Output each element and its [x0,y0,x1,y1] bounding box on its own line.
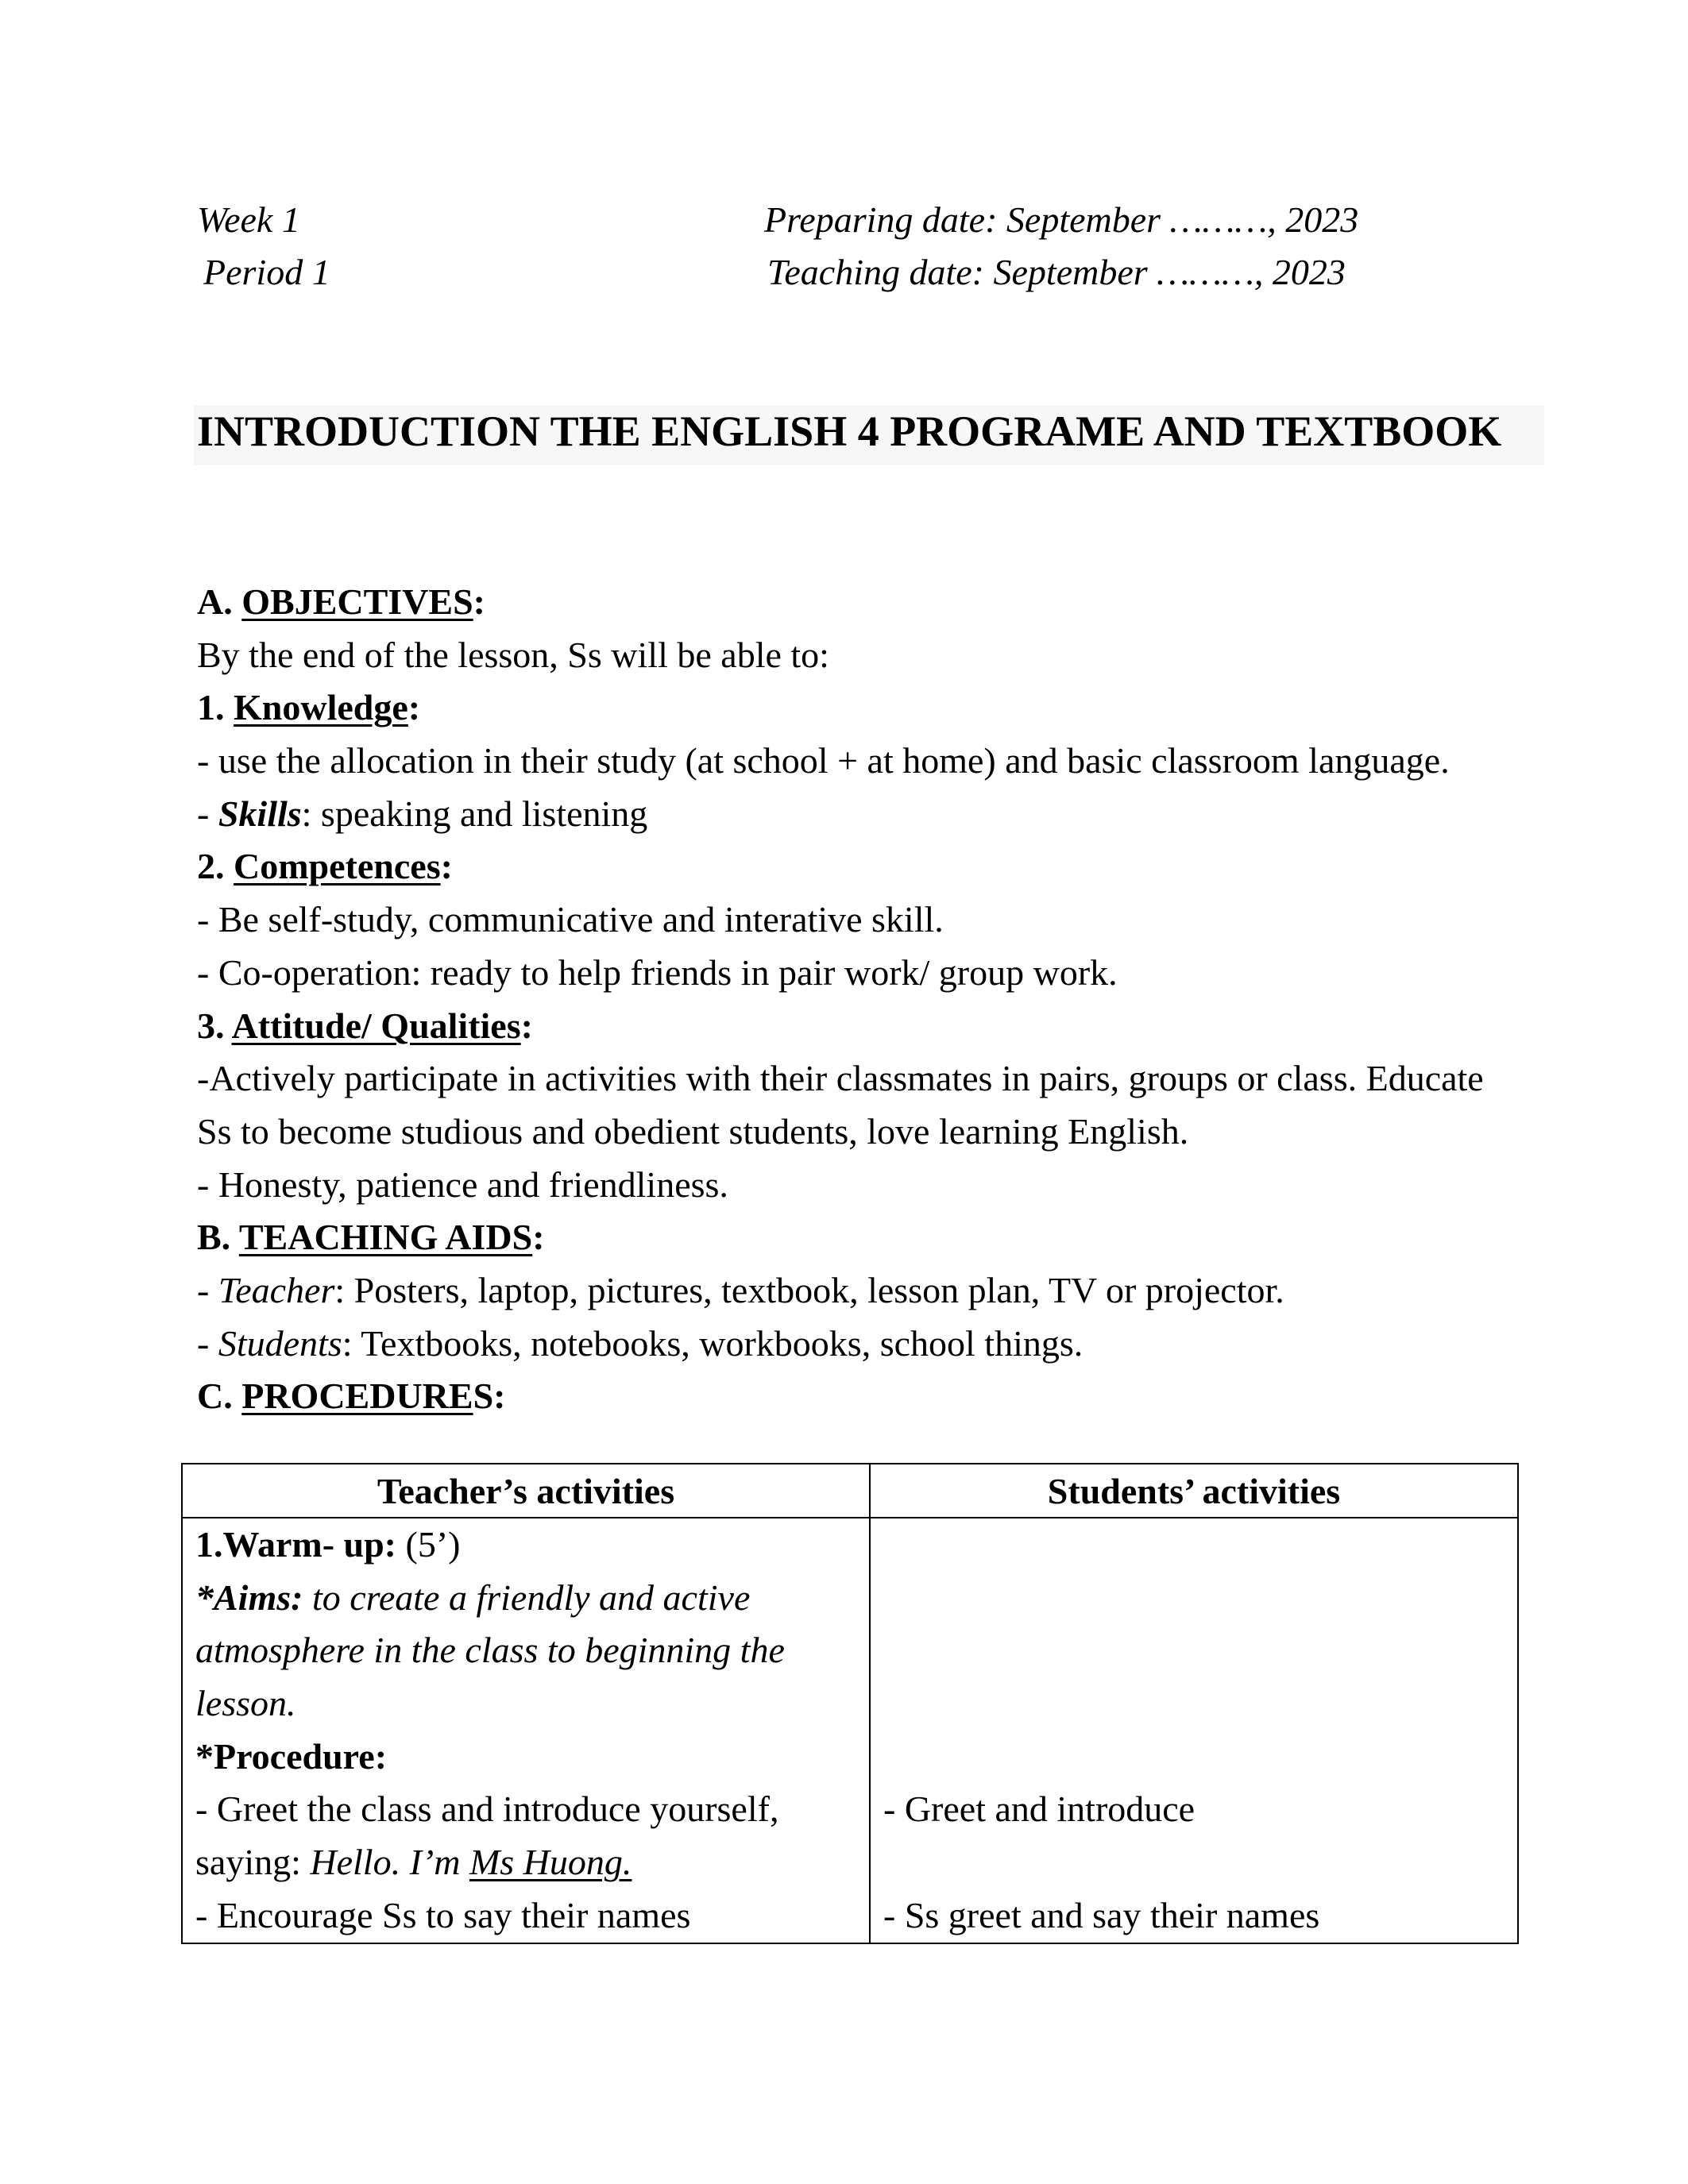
table-row [182,1518,1518,1943]
column-header-students: Students’ activities [870,1464,1518,1518]
period-label: Period 1 [203,252,330,292]
competences-heading [197,840,1547,893]
section-c-tail: S: [473,1376,506,1417]
students-text: : Textbooks, notebooks, workbooks, school things. [342,1322,1083,1364]
teacher-greet-line: - Greet the class and introduce yourself, [195,1788,779,1830]
student-names-line: - Ss greet and say their names [883,1894,1320,1935]
procedures-table [181,1463,1519,1944]
blank-line [883,1518,1505,1572]
blank-line [883,1836,1505,1889]
section-c-prefix: C. [197,1376,242,1417]
attitude-title: Attitude/ Qualities [231,1005,521,1046]
skills-text: : speaking and listening [301,793,648,834]
teacher-dash: - [197,1269,218,1310]
section-a-heading [197,576,1547,629]
section-c-title: PROCEDURE [241,1376,473,1417]
section-b-title: TEACHING AIDS [238,1217,533,1258]
student-greet-line: - Greet and introduce [883,1788,1196,1830]
competences-num: 2. [197,846,234,887]
week-label: Week 1 [197,199,300,240]
attitude-num: 3. [197,1005,232,1046]
blank-line [883,1624,1505,1677]
section-b-heading [197,1211,1547,1264]
attitude-heading [197,1000,1547,1053]
attitude-item: -Actively participate in activities with their classmates in pairs, groups or class. Educate [197,1058,1484,1099]
students-activities-cell [870,1518,1518,1943]
skills-dash: - [197,793,218,834]
teacher-activities-cell [182,1518,870,1943]
lesson-body [197,576,1547,1423]
knowledge-num: 1. [197,687,234,728]
teacher-greet-saying [195,1836,856,1889]
blank-line [883,1677,1505,1731]
procedure-label: *Procedure: [195,1735,388,1777]
attitude-item: - Honesty, patience and friendliness. [197,1163,728,1205]
blank-line [883,1572,1505,1625]
warmup-line [195,1518,856,1572]
knowledge-heading [197,681,1547,735]
blank-line [883,1731,1505,1784]
teacher-name: Ms Huong. [469,1842,632,1883]
teacher-encourage-line: - Encourage Ss to say their names [195,1894,691,1935]
teacher-text: : Posters, laptop, pictures, textbook, lesson plan, TV or projector. [334,1269,1284,1310]
section-b-prefix: B. [197,1217,239,1258]
attitude-colon: : [520,1005,533,1046]
preparing-date: Preparing date: September ………, 2023 [764,199,1359,240]
aims-text: to create a friendly and active [303,1576,751,1618]
greeting-quote: Hello. I’m [310,1842,469,1883]
competences-colon: : [440,846,453,887]
aims-line-cont: lesson. [195,1683,296,1724]
page-title: INTRODUCTION THE ENGLISH 4 PROGRAME AND TEXTBOOK [197,407,1502,455]
competences-item: - Be self-study, communicative and interative skill. [197,899,944,940]
knowledge-title: Knowledge [234,687,408,728]
skills-label: Skills [218,793,302,834]
teacher-aids [197,1264,1547,1318]
knowledge-colon: : [408,687,421,728]
students-label: Students [218,1322,342,1364]
section-a-colon: : [473,581,485,622]
section-a-title: OBJECTIVES [241,581,473,622]
aims-label: *Aims: [195,1576,303,1618]
competences-item: - Co-operation: ready to help friends in pair work/ group work. [197,951,1118,993]
teacher-label: Teacher [218,1269,335,1310]
saying-text: saying: [195,1842,311,1883]
aims-line-cont: atmosphere in the class to beginning the [195,1630,785,1671]
students-dash: - [197,1322,218,1364]
warmup-label: 1.Warm- up: [195,1524,396,1565]
table-header-row [182,1464,1518,1518]
competences-title: Competences [234,846,441,887]
warmup-time: (5’) [396,1524,461,1565]
teaching-date: Teaching date: September ………, 2023 [767,252,1346,292]
column-header-teacher: Teacher’s activities [182,1464,870,1518]
skills-item [197,788,1547,841]
section-c-heading [197,1370,1547,1423]
section-a-prefix: A. [197,581,242,622]
aims-line [195,1572,856,1625]
knowledge-item: - use the allocation in their study (at school + at home) and basic classroom language. [197,740,1450,781]
objectives-intro: By the end of the lesson, Ss will be able to: [197,634,829,675]
section-b-colon: : [532,1217,545,1258]
student-aids [197,1318,1547,1371]
attitude-item-cont: Ss to become studious and obedient students, love learning English. [197,1110,1189,1152]
